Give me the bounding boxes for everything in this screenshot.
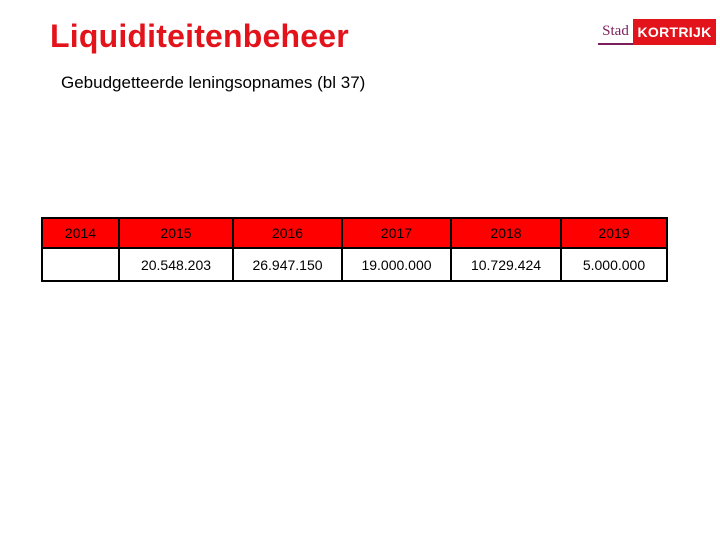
subtitle-text: Gebudgetteerde leningsopnames (61, 73, 313, 92)
value-cell-2018: 10.729.424 (451, 248, 561, 281)
page-title: Liquiditeitenbeheer (50, 18, 349, 54)
subtitle (61, 73, 365, 93)
logo-stad-text: Stad (598, 19, 633, 45)
value-cell-2019: 5.000.000 (561, 248, 667, 281)
table-header-row (42, 218, 667, 248)
year-header-2014: 2014 (42, 218, 119, 248)
city-logo (598, 19, 716, 45)
subtitle-reference: (bl 37) (317, 73, 366, 92)
value-cell-2014 (42, 248, 119, 281)
year-header-2018: 2018 (451, 218, 561, 248)
year-header-2017: 2017 (342, 218, 451, 248)
value-cell-2016: 26.947.150 (233, 248, 342, 281)
year-header-2015: 2015 (119, 218, 233, 248)
year-header-2019: 2019 (561, 218, 667, 248)
logo-city-text: KORTRIJK (633, 19, 716, 45)
table-row (42, 248, 667, 281)
loan-table (41, 217, 668, 282)
year-header-2016: 2016 (233, 218, 342, 248)
value-cell-2015: 20.548.203 (119, 248, 233, 281)
value-cell-2017: 19.000.000 (342, 248, 451, 281)
